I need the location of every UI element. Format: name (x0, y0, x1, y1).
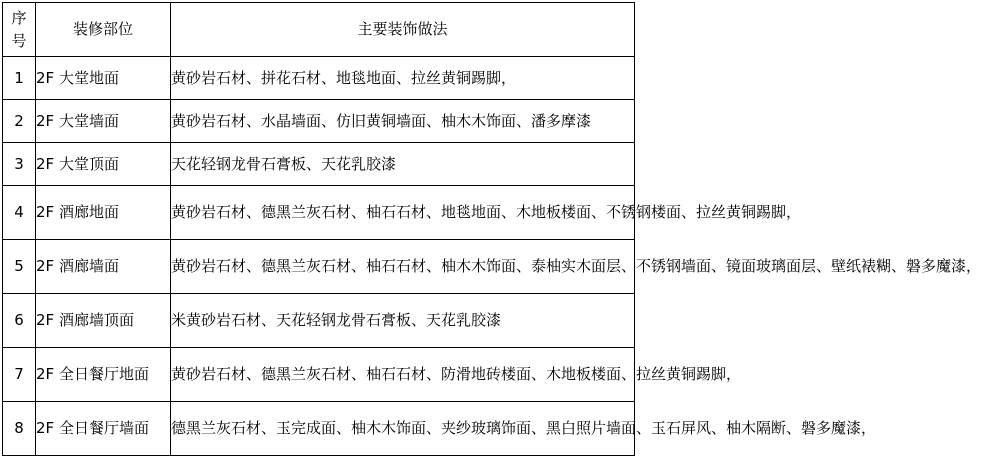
row-no: 8 (3, 402, 36, 456)
row-location: 2F 全日餐厅墙面 (36, 402, 171, 456)
row-no: 3 (3, 143, 36, 186)
row-location: 2F 酒廊墙面 (36, 240, 171, 294)
row-location: 2F 大堂地面 (36, 57, 171, 100)
table-header-row (3, 3, 635, 57)
row-location: 2F 大堂顶面 (36, 143, 171, 186)
row-location: 2F 酒廊地面 (36, 186, 171, 240)
table-row (3, 143, 635, 186)
row-no: 4 (3, 186, 36, 240)
row-location: 2F 全日餐厅地面 (36, 348, 171, 402)
header-location: 装修部位 (36, 3, 171, 57)
row-location: 2F 酒廊墙顶面 (36, 294, 171, 348)
row-no: 1 (3, 57, 36, 100)
row-no: 5 (3, 240, 36, 294)
row-description: 黄砂岩石材、德黑兰灰石材、柚石石材、防滑地砖楼面、木地板楼面、拉丝黄铜踢脚， (171, 348, 635, 402)
row-description: 黄砂岩石材、德黑兰灰石材、柚石石材、地毯地面、木地板楼面、不锈钢楼面、拉丝黄铜踢脚， (171, 186, 635, 240)
table-row (3, 348, 635, 402)
row-no: 6 (3, 294, 36, 348)
table-row (3, 402, 635, 456)
row-description: 米黄砂岩石材、天花轻钢龙骨石膏板、天花乳胶漆 (171, 294, 635, 348)
header-description: 主要装饰做法 (171, 3, 635, 57)
table-row (3, 240, 635, 294)
finishes-table (2, 2, 981, 456)
table-row (3, 186, 635, 240)
table-row (3, 100, 635, 143)
row-description: 黄砂岩石材、水晶墙面、仿旧黄铜墙面、柚木木饰面、潘多摩漆 (171, 100, 635, 143)
row-location: 2F 大堂墙面 (36, 100, 171, 143)
row-description: 黄砂岩石材、拼花石材、地毯地面、拉丝黄铜踢脚， (171, 57, 635, 100)
header-no-text: 序号 (11, 8, 27, 50)
row-description: 德黑兰灰石材、玉完成面、柚木木饰面、夹纱玻璃饰面、黑白照片墙面、玉石屏风、柚木隔断、磐多魔漆， (171, 402, 635, 456)
header-no (3, 3, 36, 57)
table-row (3, 294, 635, 348)
table-row (3, 57, 635, 100)
row-description: 黄砂岩石材、德黑兰灰石材、柚石石材、柚木木饰面、泰柚实木面层、不锈钢墙面、镜面玻璃面层、壁纸裱糊、磐多魔漆， (171, 240, 635, 294)
row-description: 天花轻钢龙骨石膏板、天花乳胶漆 (171, 143, 635, 186)
row-no: 7 (3, 348, 36, 402)
row-no: 2 (3, 100, 36, 143)
